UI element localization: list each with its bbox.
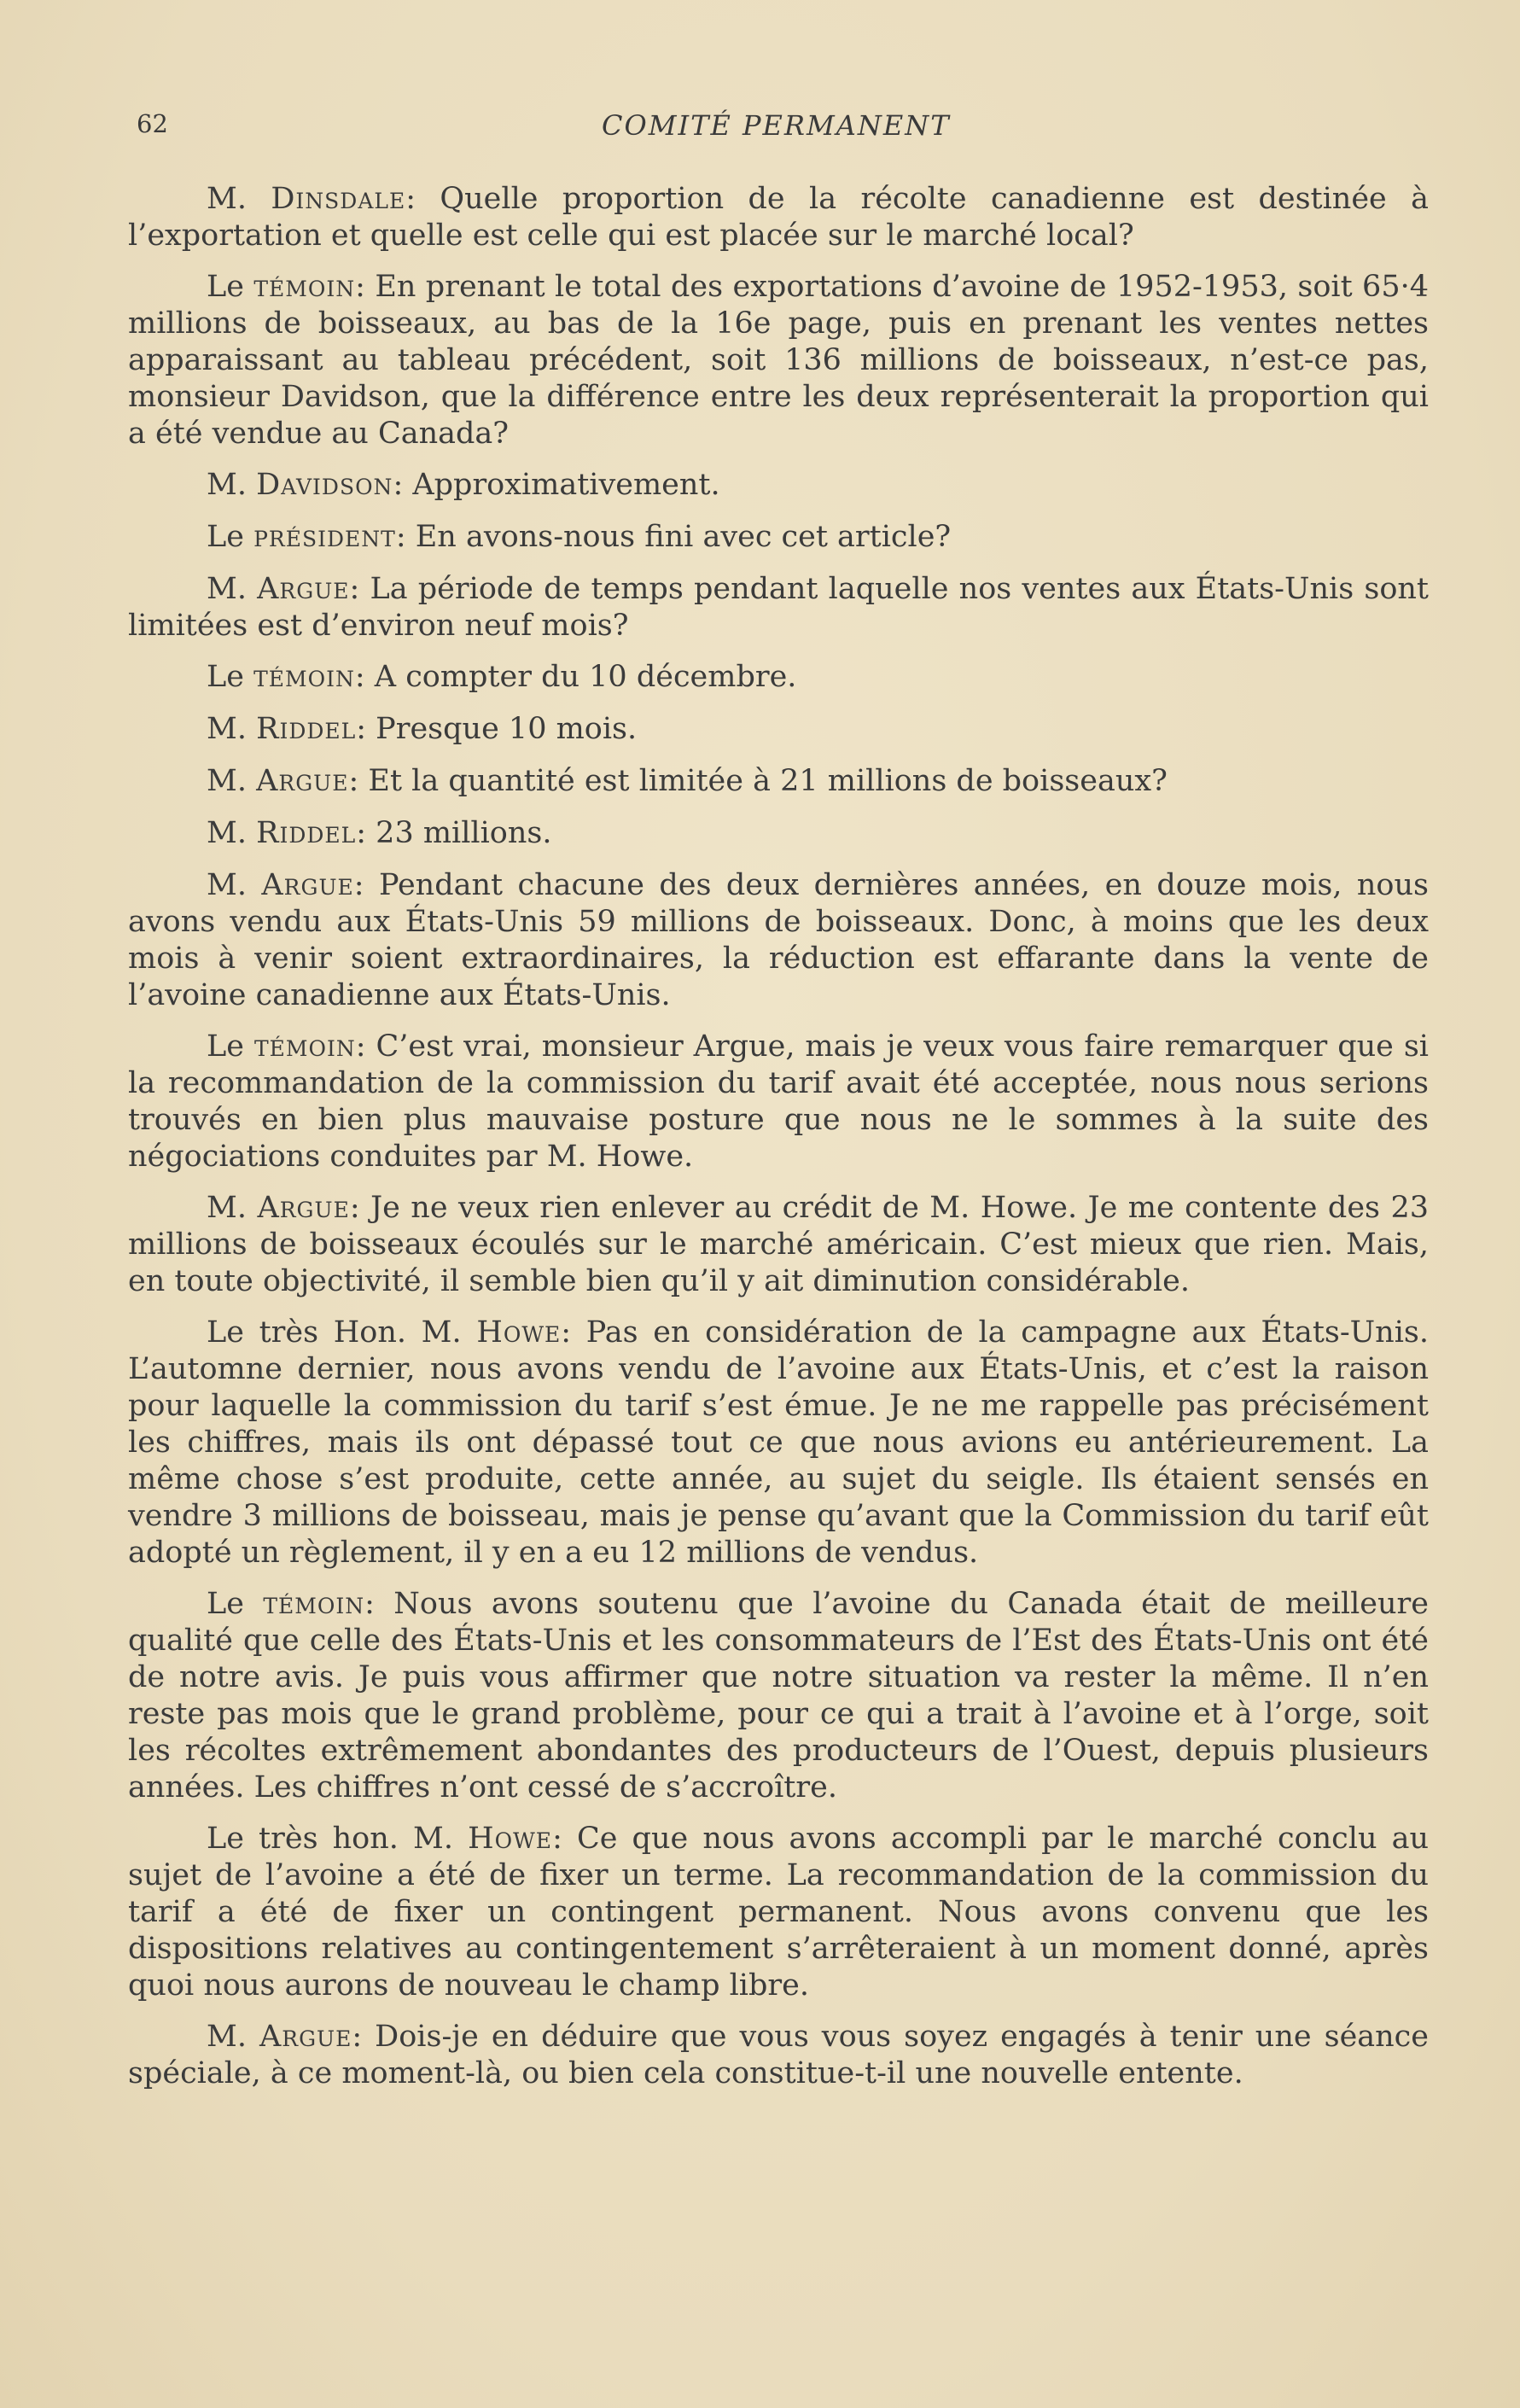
paragraph	[128, 867, 1429, 1014]
speaker-name: Davidson	[256, 468, 393, 502]
paragraph	[128, 1821, 1429, 2004]
page-number: 62	[137, 109, 168, 138]
paragraph	[128, 1190, 1429, 1300]
paragraph	[128, 467, 1429, 504]
transcript-body	[128, 181, 1429, 2107]
paragraph-text: : Approximativement.	[393, 468, 720, 502]
speaker-name: Argue	[259, 2020, 352, 2054]
paragraph-text: : C’est vrai, monsieur Argue, mais je veux vous faire remarquer que si la recommandation de la commission du tarif avait été acceptée, nous nous serions trouvés en bien plus mauvaise posture que nous ne le sommes à la suite des négociations conduites par M. Howe.	[128, 1029, 1429, 1174]
paragraph-text: : En prenant le total des exportations d’avoine de 1952-1953, soit 65·4 millions de boisseaux, au bas de la 16e page, puis en prenant les ventes nettes apparaissant au tableau précédent, soit 136 millions de boisseaux, n’est-ce pas, monsieur Davidson, que la différence entre les deux représenterait la proportion qui a été vendue au Canada?	[128, 270, 1429, 451]
paragraph	[128, 659, 1429, 696]
paragraph	[128, 1586, 1429, 1806]
speaker-name: Argue	[256, 764, 349, 798]
speaker-prefix: M.	[207, 572, 258, 606]
speaker-name: témoin	[263, 1587, 365, 1621]
paragraph	[128, 1029, 1429, 1175]
paragraph	[128, 1315, 1429, 1571]
paragraph-text: : Nous avons soutenu que l’avoine du Canada était de meilleure qualité que celle des États-Unis et les consommateurs de l’Est des États-Unis ont été de notre avis. Je puis vous affirmer que notre situation va rester la même. Il n’en reste pas mois que le grand problème, pour ce qui a trait à l’avoine et à l’orge, soit les récoltes extrêmement abondantes des producteurs de l’Ouest, depuis plusieurs années. Les chiffres n’ont cessé de s’accroître.	[128, 1587, 1429, 1805]
speaker-prefix: M.	[207, 1191, 258, 1225]
speaker-name: Argue	[257, 572, 350, 606]
speaker-name: Riddel	[256, 816, 357, 850]
paragraph-text: : Presque 10 mois.	[356, 712, 638, 746]
paragraph	[128, 815, 1429, 852]
speaker-prefix: M.	[207, 468, 257, 502]
speaker-prefix: Le	[207, 520, 254, 554]
speaker-prefix: Le très hon. M.	[207, 1822, 469, 1856]
speaker-name: Argue	[261, 868, 354, 902]
paragraph	[128, 519, 1429, 556]
speaker-name: Howe	[476, 1315, 562, 1350]
speaker-prefix: Le	[207, 1587, 264, 1621]
paragraph	[128, 269, 1429, 452]
speaker-name: président	[253, 520, 396, 554]
paragraph-text: : A compter du 10 décembre.	[354, 660, 797, 694]
paragraph-text: : Je ne veux rien enlever au crédit de M. Howe. Je me contente des 23 millions de boisseaux écoulés sur le marché américain. C’est mieux que rien. Mais, en toute objectivité, il semble bien qu’il y ait diminution considérable.	[128, 1191, 1429, 1298]
paragraph	[128, 763, 1429, 800]
paragraph	[128, 2019, 1429, 2092]
running-head: COMITÉ PERMANENT	[602, 109, 951, 142]
speaker-name: témoin	[253, 270, 356, 304]
paragraph-text: : Quelle proportion de la récolte canadienne est destinée à l’exportation et quelle est celle qui est placée sur le marché local?	[128, 182, 1430, 253]
speaker-name: Argue	[257, 1191, 350, 1225]
paragraph-text: : Pas en considération de la campagne aux États-Unis. L’automne dernier, nous avons vendu de l’avoine aux États-Unis, et c’est la raison pour laquelle la commission du tarif s’est émue. Je ne me rappelle pas précisément les chiffres, mais ils ont dépassé tout ce que nous avions eu antérieurement. La même chose s’est produite, cette année, au sujet du seigle. Ils étaient sensés en vendre 3 millions de boisseau, mais je pense qu’avant que la Commission du tarif eût adopté un règlement, il y en a eu 12 millions de vendus.	[128, 1315, 1429, 1570]
speaker-prefix: M.	[207, 816, 257, 850]
paragraph-text: : Dois-je en déduire que vous vous soyez engagés à tenir une séance spéciale, à ce moment-là, ou bien cela constitue-t-il une nouvelle entente.	[128, 2020, 1430, 2090]
speaker-prefix: Le	[207, 660, 254, 694]
speaker-name: Dinsdale	[271, 182, 406, 216]
paragraph-text: : 23 millions.	[356, 816, 552, 850]
paragraph-text: : En avons-nous fini avec cet article?	[395, 520, 952, 554]
paragraph-text: : Ce que nous avons accompli par le marché conclu au sujet de l’avoine a été de fixer un terme. La recommandation de la commission du tarif a été de fixer un contingent permanent. Nous avons convenu que les dispositions relatives au contingentement s’arrêteraient à un moment donné, après quoi nous aurons de nouveau le champ libre.	[128, 1822, 1430, 2003]
speaker-prefix: M.	[207, 868, 262, 902]
speaker-prefix: Le	[207, 1029, 254, 1064]
speaker-prefix: Le	[207, 270, 254, 304]
speaker-name: témoin	[253, 1029, 356, 1064]
speaker-name: témoin	[253, 660, 355, 694]
paragraph	[128, 711, 1429, 748]
paragraph-text: : La période de temps pendant laquelle nos ventes aux États-Unis sont limitées est d’environ neuf mois?	[128, 572, 1429, 643]
paragraph	[128, 181, 1429, 254]
speaker-prefix: M.	[207, 2020, 259, 2054]
speaker-name: Howe	[468, 1822, 553, 1856]
speaker-prefix: Le très Hon. M.	[207, 1315, 477, 1350]
paragraph-text: : Pendant chacune des deux dernières années, en douze mois, nous avons vendu aux États-Unis 59 millions de boisseaux. Donc, à moins que les deux mois à venir soient extraordinaires, la réduction est effarante dans la vente de l’avoine canadienne aux États-Unis.	[128, 868, 1429, 1012]
speaker-prefix: M.	[207, 182, 271, 216]
speaker-prefix: M.	[207, 764, 257, 798]
page-header	[0, 109, 1520, 152]
speaker-name: Riddel	[256, 712, 357, 746]
speaker-prefix: M.	[207, 712, 257, 746]
paragraph	[128, 571, 1429, 644]
paragraph-text: : Et la quantité est limitée à 21 millions de boisseaux?	[348, 764, 1168, 798]
